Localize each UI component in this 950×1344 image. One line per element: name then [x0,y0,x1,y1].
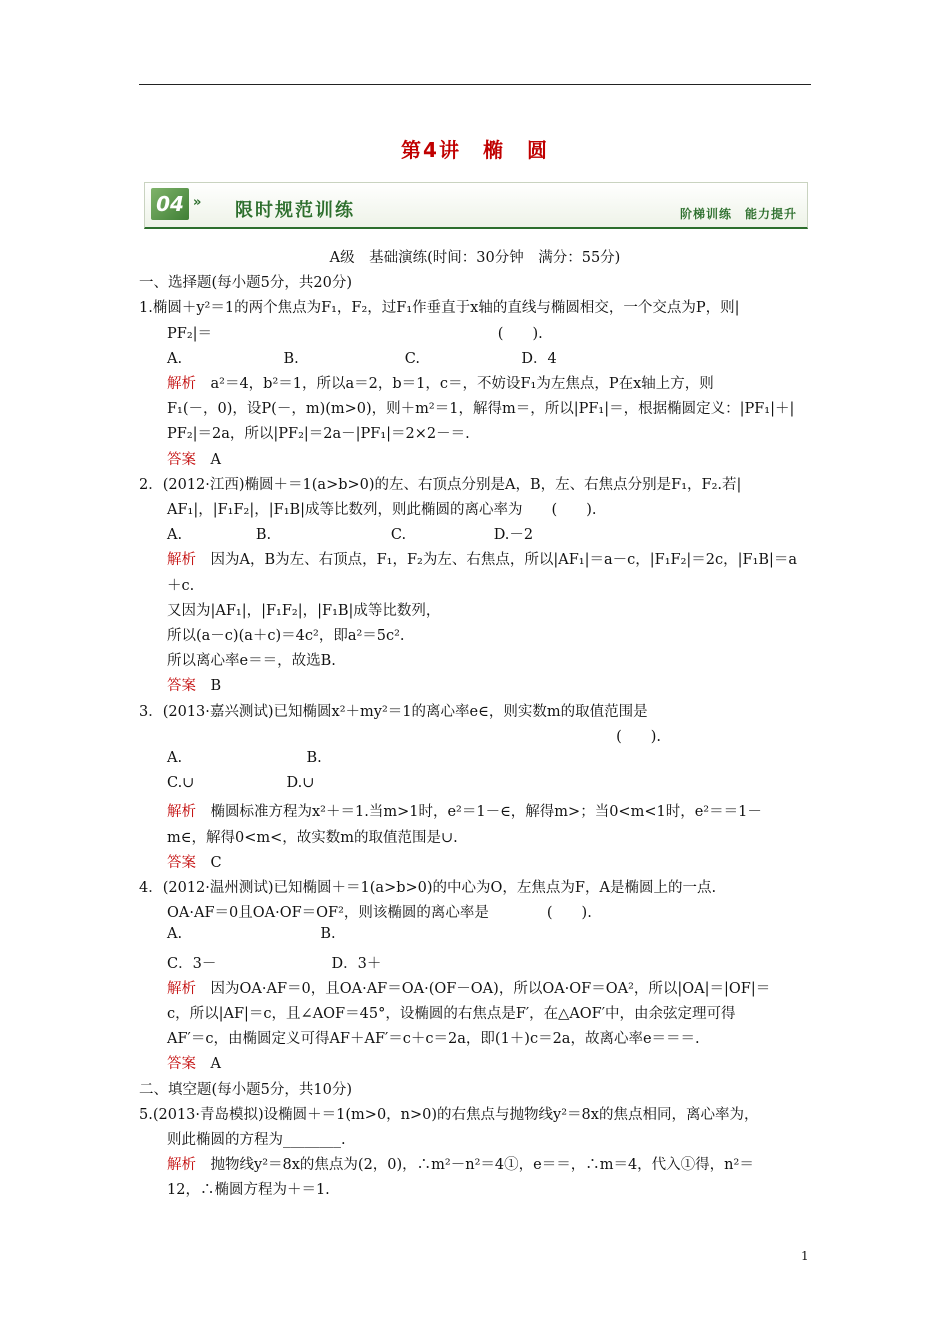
text-line [167,1153,754,1174]
line-text: ＋c. [167,577,195,594]
line-text: AF₁|，|F₁F₂|，|F₁B|成等比数列，则此椭圆的离心率为 ( ). [167,502,597,518]
line-text: ( ). [616,728,661,745]
answer-tag: 解析 [167,980,196,997]
text-line [167,901,592,922]
line-text: C [196,854,222,871]
line-text: 因为A，B为左、右顶点，F₁，F₂为左、右焦点，所以|AF₁|＝a－c，|F₁F₂|＝2c，|F₁B|＝a [196,552,798,569]
text-line [139,876,716,897]
line-text: PF₂|＝2a，所以|PF₂|＝2a－|PF₁|＝2×2－＝. [167,426,470,443]
text-line [167,448,221,469]
text-line [139,246,811,267]
text-line [167,750,322,766]
text-line [167,397,794,418]
text-line [139,271,352,292]
answer-tag: 解析 [167,376,196,392]
line-text: A. B. C. D.－2 [167,527,534,544]
text-line [167,775,314,791]
text-line [167,826,458,847]
answer-tag: 解析 [167,804,196,821]
text-line [616,725,661,746]
line-text: 12，∴椭圆方程为＋＝1. [167,1182,330,1199]
line-text: A级 基础演练(时间：30分钟 满分：55分) [329,250,621,266]
line-text: 一、选择题(每小题5分，共20分) [139,275,352,292]
line-text: A. B. [167,750,322,766]
text-line [167,322,543,343]
text-line [167,574,194,595]
text-line [167,1178,330,1199]
line-text: a²＝4，b²＝1，所以a＝2，b＝1，c＝，不妨设F₁为左焦点，P在x轴上方，则 [196,376,714,392]
answer-tag: 解析 [167,1157,196,1174]
text-line [167,952,381,973]
line-text: 抛物线y²＝8x的焦点为(2，0)，∴m²－n²＝4①，e＝＝，∴m＝4，代入①得，n²＝ [196,1157,754,1174]
text-line [167,1128,346,1149]
text-line [167,599,440,620]
line-text: A. B. [167,926,336,943]
text-line [139,700,648,721]
line-text: 二、填空题(每小题5分，共10分) [139,1081,352,1098]
double-arrow-icon: » [193,195,202,210]
answer-tag: 答案 [167,678,196,695]
answer-tag: 解析 [167,552,196,569]
text-line [167,347,557,368]
line-text: C.∪ D.∪ [167,775,315,792]
line-text: m∈，解得0<m<，故实数m的取值范围是∪. [167,829,458,846]
line-text: A [196,451,221,468]
line-text: A [196,1056,221,1073]
text-line [139,296,740,317]
text-line [167,523,533,544]
line-text: OA·AF＝0且OA·OF＝OF²，则该椭圆的离心率是 ( ). [167,905,592,922]
section-banner [144,182,808,229]
text-line [167,800,762,821]
line-text: C．3－ D．3＋ [167,955,382,972]
line-text: 5.(2013·青岛模拟)设椭圆＋＝1(m>0，n>0)的右焦点与抛物线y²＝8x的焦点相同，离心率为， [139,1106,759,1123]
line-text: A. B. C. D．4 [167,350,557,367]
top-rule [139,84,811,85]
text-line [139,1103,758,1124]
line-text: 4．(2012·温州测试)已知椭圆＋＝1(a>b>0)的中心为O，左焦点为F，A是椭圆上的一点. [139,880,717,896]
text-line [167,674,221,695]
text-line [167,977,770,998]
text-line [167,1002,736,1023]
line-text: 所以(a－c)(a＋c)＝4c²，即a²＝5c². [167,628,405,644]
text-line [167,548,797,569]
line-text: PF₂|＝ ( ). [167,325,543,342]
line-text: c，所以|AF|＝c，且∠AOF＝45°，设椭圆的右焦点是F′，在△AOF′中，由余弦定理可得 [167,1006,736,1022]
line-text: B [196,678,222,695]
line-text: F₁(－，0)，设P(－，m)(m>0)，则＋m²＝1，解得m＝，所以|PF₁|＝，根据椭圆定义：|PF₁|＋| [167,401,795,418]
section-badge: 04 [151,188,189,220]
text-line [167,624,405,645]
text-line [167,1027,700,1048]
answer-tag: 答案 [167,1056,196,1073]
line-text: 又因为|AF₁|，|F₁F₂|，|F₁B|成等比数列， [167,602,441,619]
text-line [167,498,596,519]
banner-tagline: 阶梯训练 能力提升 [679,207,797,221]
answer-tag: 答案 [167,451,196,468]
line-text: 所以离心率e＝＝，故选B. [167,653,336,670]
line-text: 3．(2013·嘉兴测试)已知椭圆x²＋my²＝1的离心率e∈，则实数m的取值范围是 [139,703,648,720]
line-text: 椭圆标准方程为x²＋＝1.当m>1时，e²＝1－∈，解得m>；当0<m<1时，e²＝＝1－ [196,804,762,821]
text-line [167,372,714,393]
banner-title: 限时规范训练 [235,200,355,221]
line-text: 因为OA·AF＝0，且OA·AF＝OA·(OF－OA)，所以OA·OF＝OA²，所以|OA|＝|OF|＝ [196,980,771,997]
text-line [167,649,336,670]
text-line [139,1078,352,1099]
text-line [139,473,741,494]
line-text: 2．(2012·江西)椭圆＋＝1(a>b>0)的左、右顶点分别是A，B，左、右焦点分别是F₁，F₂.若| [139,476,742,493]
line-text: 则此椭圆的方程为________. [167,1132,346,1148]
line-text: 1.椭圆＋y²＝1的两个焦点为F₁，F₂，过F₁作垂直于x轴的直线与椭圆相交，一个交点为P，则| [139,300,740,317]
page-number: 1 [801,1249,809,1263]
text-line [167,1052,221,1073]
answer-tag: 答案 [167,854,196,871]
text-line [167,926,336,942]
page-title: 第4讲 椭 圆 [401,138,549,162]
text-line [167,851,222,872]
line-text: AF′＝c，由椭圆定义可得AF＋AF′＝c＋c＝2a，即(1＋)c＝2a，故离心率e＝＝＝. [167,1031,700,1048]
text-line [167,422,470,443]
